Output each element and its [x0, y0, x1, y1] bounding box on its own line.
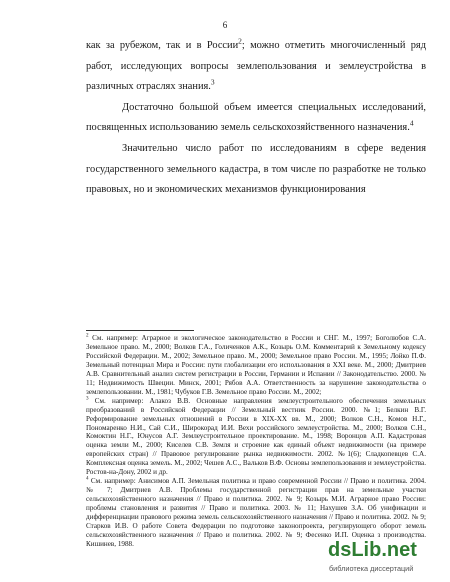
footnote-2: $^2$ См. например: Аграрное и экологическое законодательство в России и СНГ. М., 1997; Боголюбов С.А. Земельное право. М., 2000; Волков Г.А., Голиченков А.К., Козырь О.М. Комментарий к Земельному кодексу Российской Федерации. М., 2002; Земельное право. М., 2000; Земельное право России. М., 1995; Лойко П.Ф. Земельный потенциал Мира и России: пути глобализации его использования в XXI веке. М., 2000; Дмитриев А.В. Сравнительный анализ систем регистрации в России, Германии и Испании // Законодательство. 2000. № 11; Недвижимость Швеции. Минск, 2001; Рябов А.А. Ответственность за нарушение законодательства о землепользовании. М., 1981; Чубуков Г.В. Земельное право России. М., 2002; — [86, 332, 426, 396]
paragraph-1: как за рубежом, так и в России$^2$; можно отметить многочисленный ряд работ, исследующих вопросы землепользования и землеустройства в различных отраслях знания.$^3$ — [86, 36, 426, 93]
footnote-number: 2 — [86, 332, 89, 339]
page-number: 6 — [222, 20, 228, 30]
footnote-ref-4[interactable]: 4 — [409, 118, 414, 128]
footnote-number: 4 — [86, 475, 89, 482]
footnotes — [86, 334, 426, 549]
footnote-4: $^4$ См. например: Анисимов А.П. Земельная политика и право современной России // Право и политика. 2004. № 7; Дмитриев А.В. Проблемы государственной регистрации прав на земельные участки сельскохозяйственного назначения // Право и политика. 2002. № 9; Козырь М.И. Аграрное право России: проблемы становления и развития // Право и политика. 2003. № 11; Нахушев З.А. Об унификации и дифференциации правового режима земель сельскохозяйственного назначения // Право и политика. 2002. № 9; Старков И.В. О работе Совета Федерации по подготовке законопроекта, регулирующего оборот земель сельскохозяйственного назначения // Право и политика. 2002. № 9; Фесенко И.П. Оценка з производства. Кишинев, 1988. — [86, 475, 426, 548]
watermark-caption: библиотека диссертаций — [329, 564, 414, 573]
watermark-logo: dsLib.net — [328, 539, 417, 561]
main-text — [86, 36, 426, 201]
paragraph-2: Достаточно большой объем имеется специальных исследований, посвященных использованию земель сельскохозяйственного назначения.$^4$ — [86, 101, 426, 134]
watermark — [328, 539, 448, 579]
paragraph-3: Значительно число работ по исследованиям в сфере ведения государственного земельного кадастра, в том числе по разработке не только правовых, но и экономических механизмов функционирования — [86, 142, 426, 196]
footnote-number: 3 — [86, 395, 89, 402]
footnote-divider — [86, 330, 194, 331]
footnote-ref-2[interactable]: 2 — [238, 36, 242, 46]
footnote-3: $^3$ См. например: Алакоз В.В. Основные направления землеустроительного обеспечения земельных преобразований в Российской Федерации // Земельный вестник России. 2000. №1; Белкин В.Г. Реформирование земельных отношений в России в XIX-XX вв. М., 2000; Волков С.Н., Комов Н.Г., Пономаренко Н.И., Сай С.И., Широкорад И.И. Вехи российского землеустройства. М., 2000; Волков С.Н., Комоктин Н.Г., Юнусов А.Г. Землеустроительное проектирование. М., 1998; Воронцов А.П. Кадастровая оценка земли М., 2000; Киселев С.В. Земля и строение как единый объект недвижимости (на примере европейских стран) // Правовое регулирование рынка недвижимости. 2002. №1(6); Сладкопевцев С.А. Комплексная оценка земель. М., 2002; Чешев А.С., Вальков В.Ф. Основы землепользования и землеустройства. Ростов-на-Дону, 2002 и др. — [86, 395, 426, 477]
footnote-ref-3[interactable]: 3 — [210, 77, 215, 87]
